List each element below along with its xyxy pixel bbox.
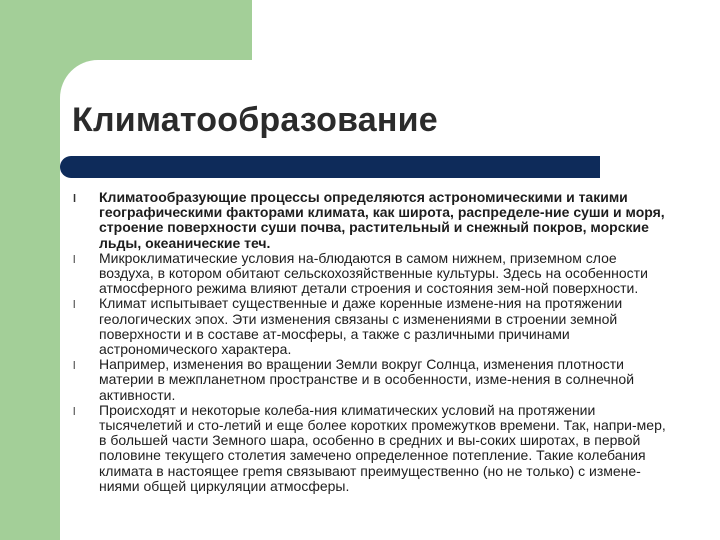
bullet-text: Микроклиматические условия на-блюдаются в самом нижнем, приземном слое воздуха, в котором обитают сельскохозяйственные культуры. Здесь на особенности атмосферного режима влияют детали строения и состояния зем-ной поверхности. [99,249,648,297]
bullet-icon: l [73,193,77,205]
bullet-icon: l [73,360,76,373]
bullet-icon: l [73,405,76,418]
list-item [70,251,670,297]
bullet-text: Климат испытывает существенные и даже коренные измене-ния на протяжении геологических эпох. Эти изменения связаны с изменениями в строении земной поверхности и в составе ат-мосферы, а также с различными причинами астрономического характера. [99,295,623,358]
bullet-text: Например, изменения во вращении Земли вокруг Солнца, изменения плотности материи в межпланетном пространстве и в особенности, изме-нения в солнечной активности. [99,356,635,403]
bullet-list [70,190,670,494]
bullet-text: Климатообразующие процессы определяются астрономическими и такими географическими факторами климата, как широта, распределе-ние суши и моря, строение поверхности суши почва, растительный и снежный покров, морские льды, океанические теч. [99,189,665,251]
bullet-icon: l [73,299,76,312]
title-underline-bar [60,156,600,178]
list-item [70,357,670,403]
bullet-text: Происходят и некоторые колеба-ния климатических условий на протяжении тысячелетий и сто-летий и еще более коротких промежутков времени. Так, напри-мер, в большей части Земного шара, особенно в средних и вы-соких широтах, в первой половине текущего столетия замечено определенное потепление. Такие колебания климата в настоящее греmя связывают преимущественно (но не только) с измене-ниями общей циркуляции атмосферы. [99,401,666,494]
list-item [70,403,670,494]
list-item [70,296,670,357]
bullet-icon: l [73,253,76,266]
slide-title: Климатообразование [72,101,438,139]
list-item [70,190,670,251]
